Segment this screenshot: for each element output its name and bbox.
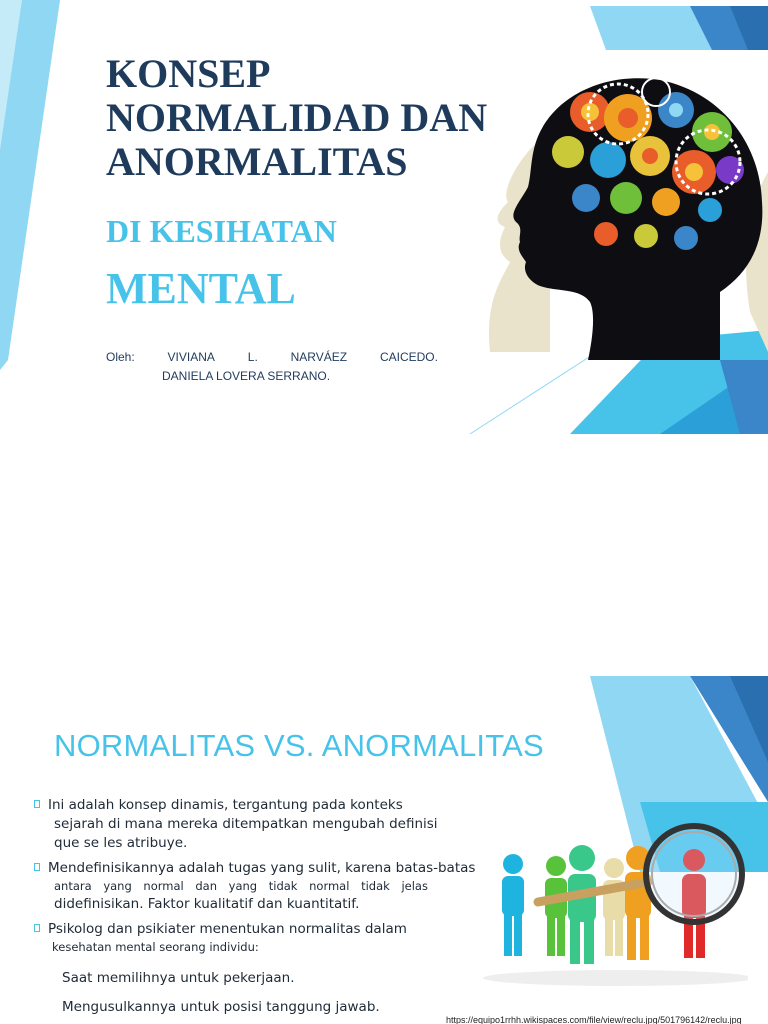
head-gears-illustration	[480, 52, 768, 362]
bullet-item	[34, 796, 482, 853]
bullet-marker-icon	[34, 924, 40, 932]
subtitle-line-1: DI KESIHATAN	[106, 213, 337, 249]
bullet-line: antara yang normal dan yang tidak normal tidak jelas	[54, 879, 428, 893]
person-figure	[568, 845, 596, 964]
author-line-1	[106, 350, 438, 364]
slide2-title: NORMALITAS VS. ANORMALITAS	[54, 728, 544, 763]
title-line-3: ANORMALITAS	[106, 139, 408, 184]
bullet-list	[34, 796, 482, 962]
title-line-2: NORMALIDAD DAN	[106, 95, 488, 140]
person-figure	[545, 856, 567, 956]
bullet-marker-icon	[34, 863, 40, 871]
bullet-line: kesehatan mental seorang individu:	[52, 940, 259, 954]
bullet-marker-icon	[34, 800, 40, 808]
author-word: L.	[247, 350, 258, 364]
person-figure	[603, 858, 625, 956]
bullet-line: Mendefinisikannya adalah tugas yang sulit, karena batas-batas	[48, 860, 476, 876]
subtitle-line-2: MENTAL	[106, 264, 296, 313]
author-line-2: DANIELA LOVERA SERRANO.	[162, 369, 331, 383]
bullet-line: que se les atribuye.	[54, 835, 188, 851]
person-figure	[502, 854, 524, 956]
sub-item: Mengusulkannya untuk posisi tanggung jawab.	[62, 999, 380, 1015]
slide-1	[0, 0, 768, 440]
author-word: NARVÁEZ	[290, 350, 348, 364]
author-label: Oleh:	[106, 350, 135, 364]
author-word: CAICEDO.	[379, 350, 438, 364]
bullet-line: Ini adalah konsep dinamis, tergantung pada konteks	[48, 797, 403, 813]
bullet-item	[34, 920, 482, 956]
bullet-line: Psikolog dan psikiater menentukan normalitas dalam	[48, 921, 407, 937]
sub-item: Saat memilihnya untuk pekerjaan.	[62, 970, 295, 986]
slide-separator	[0, 440, 768, 672]
title-line-1: KONSEP	[106, 51, 271, 96]
people-magnifier-illustration	[478, 818, 748, 988]
author-word: VIVIANA	[167, 350, 215, 364]
image-caption: https://equipo1rrhh.wikispaces.com/file/view/reclu.jpg/501796142/reclu.jpg	[446, 1016, 742, 1024]
bullet-line: sejarah di mana mereka ditempatkan mengubah definisi	[54, 816, 438, 832]
bullet-line: didefinisikan. Faktor kualitatif dan kuantitatif.	[54, 896, 360, 912]
bullet-item	[34, 859, 482, 914]
